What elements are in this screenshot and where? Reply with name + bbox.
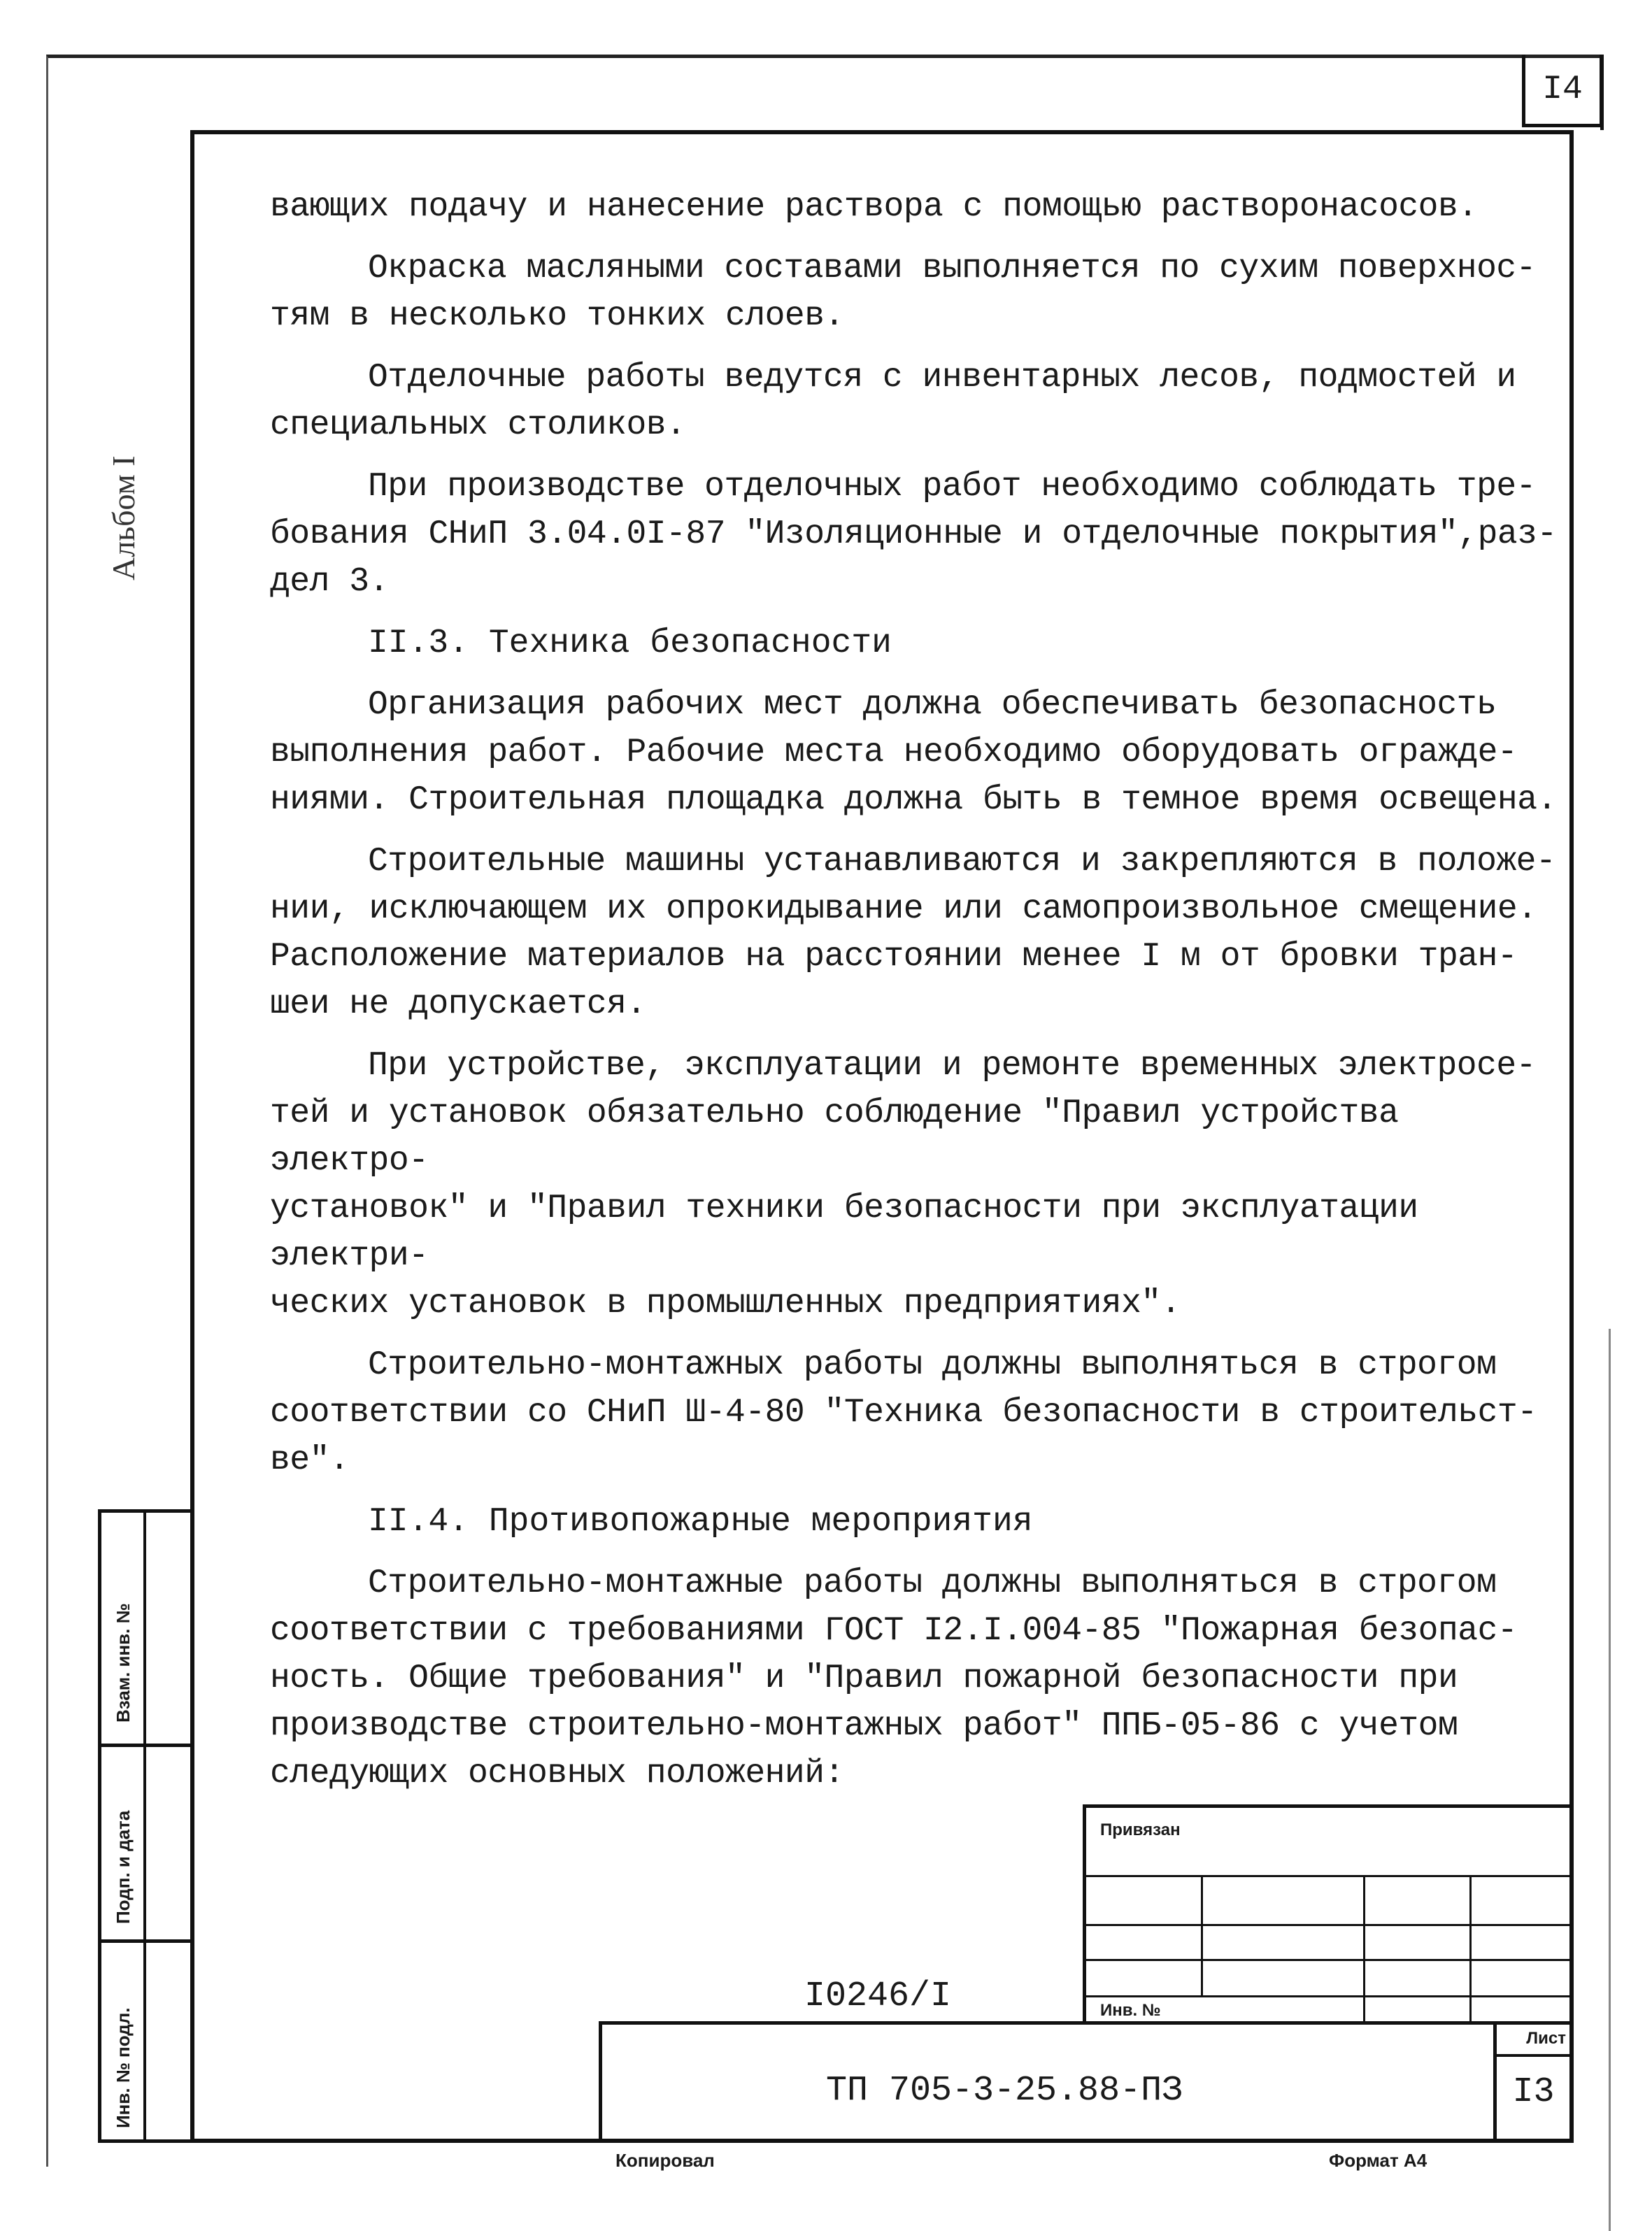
document-designation: ТП 705-3-25.88-ПЗ [826,2071,1183,2111]
page-number: I4 [1522,55,1603,127]
paragraph: При устройстве, эксплуатации и ремонте временных электросе- тей и установок обязательно соблюдение "Правил устройства электро- установок" и "Правил техники безопасности при эксплуатации электри- ческих установок в промышленных предприятиях". [270,1047,1536,1323]
paragraph: Строительно-монтажных работы должны выполняться в строгом соответствии со СНиП Ш-4-80 "Техника безопасности в строительст- ве". [270,1346,1537,1479]
stamp-divider [101,1744,190,1747]
paragraph: Окраска масляными составами выполняется по сухим поверхнос- тям в несколько тонких слоев. [270,250,1536,335]
grid-line [1086,1959,1574,1961]
paragraph: Организация рабочих мест должна обеспечивать безопасность выполнения работ. Рабочие места необходимо оборудовать огражде- ниями. Строительная площадка должна быть в темное время освещена. [270,686,1557,819]
privyazan-label: Привязан [1100,1820,1181,1839]
section-heading: II.4. Противопожарные мероприятия [368,1503,1033,1541]
paragraph: Строительные машины устанавливаются и закрепляются в положе- нии, исключающем их опрокидывание или самопроизвольное смещение. Расположение материалов на расстоянии менее I м от бровки тран- шеи не допускается. [270,843,1556,1023]
stamp-strip [98,1509,190,2143]
title-block-main [599,2021,1574,2143]
grid-line [1201,1875,1203,1995]
grid-line [1363,1875,1365,2025]
stamp-inv-label: Инв. № подл. [113,2007,134,2128]
copied-label: Копировал [615,2150,715,2171]
grid-line [1086,1924,1574,1926]
stamp-vzam-label: Взам. инв. № [113,1603,134,1723]
sheet-box [1493,2025,1570,2139]
paragraph: Строительно-монтажные работы должны выполняться в строгом соответствии с требованиями ГОСТ I2.I.004-85 "Пожарная безопас- ность. Общие требования" и "Правил пожарной безопасности при производстве строительно-монтажных работ" ППБ-05-86 с учетом следующих основных положений: [270,1564,1518,1792]
paragraph: При производстве отделочных работ необходимо соблюдать тре- бования СНиП 3.04.0I-87 "Изоляционные и отделочные покрытия",раз- дел 3. [270,468,1557,601]
grid-line [1086,1875,1574,1877]
margin-line [1609,1329,1611,2231]
grid-line [1469,1875,1472,2025]
stamp-podp-label: Подп. и дата [113,1810,134,1924]
paragraph: Отделочные работы ведутся с инвентарных лесов, подмостей и специальных столиков. [270,359,1516,444]
stamp-divider [101,1939,190,1943]
document-number: I0246/I [804,1976,952,2016]
document-body [270,183,1557,1811]
sheet-label: Лист [1497,2025,1570,2057]
grid-line [1086,1995,1574,1997]
title-block-grid [1083,1804,1574,2021]
inv-no-label: Инв. № [1100,2001,1161,2020]
stamp-separator [143,1513,146,2139]
album-label: Альбом I [106,455,141,580]
section-heading: II.3. Техника безопасности [368,625,892,662]
sheet-number: I3 [1512,2072,1555,2112]
paragraph: вающих подачу и нанесение раствора с помощью растворонасосов. [270,188,1478,226]
format-label: Формат А4 [1329,2150,1427,2171]
